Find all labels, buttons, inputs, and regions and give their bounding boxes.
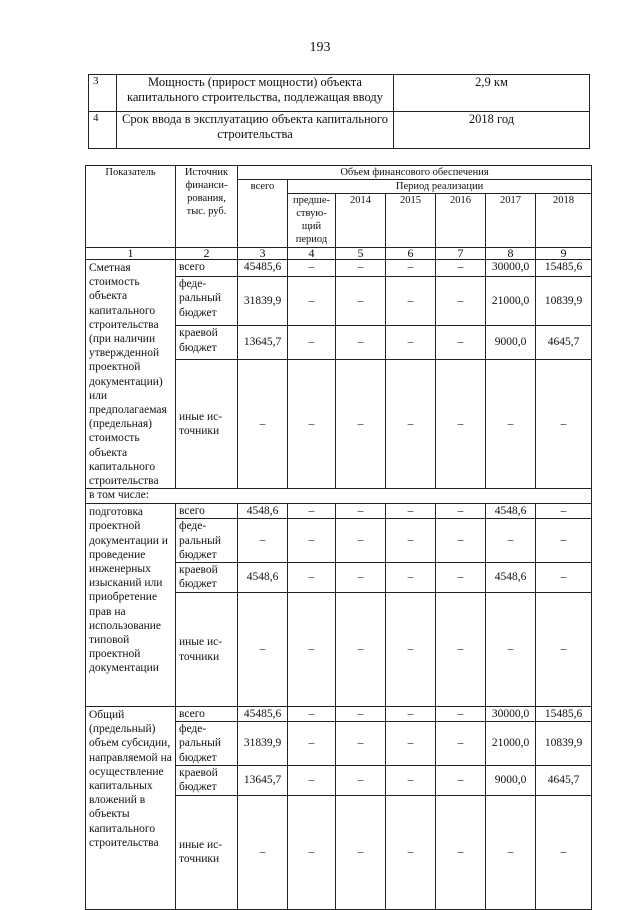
value-cell: –: [536, 563, 592, 593]
value-cell: 31839,9: [238, 277, 288, 326]
column-number: 5: [336, 248, 386, 260]
value-cell: –: [436, 765, 486, 795]
value-cell: –: [386, 260, 436, 277]
value-cell: –: [336, 765, 386, 795]
table-row: [86, 504, 592, 519]
column-number: 4: [288, 248, 336, 260]
value-cell: –: [536, 519, 592, 563]
header-period: Период реализации: [288, 180, 592, 194]
value-cell: –: [436, 707, 486, 722]
value-cell: –: [386, 360, 436, 489]
indicator-cell: подготовка проектной документации и проведение инженерных изысканий или приобретение прав на использование типовой проектной документации: [86, 504, 176, 707]
value-cell: –: [288, 722, 336, 766]
value-cell: 15485,6: [536, 707, 592, 722]
table-row: [86, 260, 592, 277]
page-number: 193: [309, 40, 331, 55]
value-cell: –: [386, 519, 436, 563]
indicator-cell: Сметная стоимость объекта капитального строительства (при наличии утвержденной проектной документации) или предполагаемая (предельная) стоимость объекта капитального строительства: [86, 260, 176, 489]
value-cell: –: [336, 707, 386, 722]
value-cell: 9000,0: [486, 765, 536, 795]
value-cell: –: [336, 795, 386, 909]
value-cell: –: [288, 765, 336, 795]
source-cell: краевой бюджет: [176, 563, 238, 593]
value-cell: –: [536, 504, 592, 519]
source-cell: иные ис-точники: [176, 593, 238, 707]
column-number-row: [86, 248, 592, 260]
value-cell: –: [486, 519, 536, 563]
value-cell: –: [436, 326, 486, 360]
value-cell: 13645,7: [238, 326, 288, 360]
value-cell: 30000,0: [486, 260, 536, 277]
source-cell: всего: [176, 260, 238, 277]
source-cell: краевой бюджет: [176, 765, 238, 795]
value-cell: –: [288, 504, 336, 519]
value-cell: –: [536, 795, 592, 909]
source-cell: всего: [176, 504, 238, 519]
value-cell: –: [336, 260, 386, 277]
column-number: 6: [386, 248, 436, 260]
header-indicator: Показатель: [86, 166, 176, 248]
value-cell: 31839,9: [238, 722, 288, 766]
row-description: Срок ввода в эксплуатацию объекта капитального строительства: [117, 112, 394, 149]
row-value: 2,9 км: [394, 75, 590, 112]
value-cell: –: [238, 593, 288, 707]
source-cell: феде-ральный бюджет: [176, 519, 238, 563]
value-cell: –: [386, 277, 436, 326]
column-number: 1: [86, 248, 176, 260]
value-cell: –: [336, 360, 386, 489]
header-total: всего: [238, 180, 288, 248]
value-cell: –: [486, 593, 536, 707]
header-year: 2018: [536, 194, 592, 248]
value-cell: –: [486, 360, 536, 489]
subheading-row: [86, 489, 592, 504]
value-cell: –: [288, 326, 336, 360]
value-cell: –: [436, 504, 486, 519]
value-cell: –: [386, 326, 436, 360]
value-cell: –: [336, 519, 386, 563]
table-row: [86, 707, 592, 722]
value-cell: –: [386, 504, 436, 519]
value-cell: 4548,6: [238, 563, 288, 593]
source-cell: иные ис-точники: [176, 360, 238, 489]
value-cell: 21000,0: [486, 722, 536, 766]
value-cell: 4548,6: [238, 504, 288, 519]
value-cell: –: [238, 519, 288, 563]
header-row: [86, 166, 592, 180]
value-cell: –: [288, 277, 336, 326]
value-cell: –: [436, 563, 486, 593]
value-cell: 45485,6: [238, 260, 288, 277]
row-description: Мощность (прирост мощности) объекта капитального строительства, подлежащая вводу: [117, 75, 394, 112]
value-cell: 4548,6: [486, 563, 536, 593]
value-cell: –: [336, 722, 386, 766]
value-cell: –: [386, 795, 436, 909]
row-number: 3: [89, 75, 117, 112]
value-cell: –: [536, 360, 592, 489]
value-cell: –: [386, 563, 436, 593]
value-cell: –: [436, 260, 486, 277]
value-cell: 4645,7: [536, 326, 592, 360]
value-cell: –: [288, 519, 336, 563]
value-cell: –: [436, 519, 486, 563]
value-cell: 9000,0: [486, 326, 536, 360]
table-row: [89, 75, 590, 112]
value-cell: 45485,6: [238, 707, 288, 722]
value-cell: –: [288, 795, 336, 909]
value-cell: 13645,7: [238, 765, 288, 795]
value-cell: –: [288, 260, 336, 277]
column-number: 8: [486, 248, 536, 260]
header-previous: предше-ствую-щий период: [288, 194, 336, 248]
column-number: 2: [176, 248, 238, 260]
value-cell: –: [436, 795, 486, 909]
source-cell: иные ис-точники: [176, 795, 238, 909]
value-cell: 15485,6: [536, 260, 592, 277]
value-cell: –: [436, 722, 486, 766]
header-source: Источник финанси-рования, тыс. руб.: [176, 166, 238, 248]
indicator-cell: Общий (предельный) объем субсидии, направляемой на осуществление капитальных вложений в объекты капитального строительства: [86, 707, 176, 910]
value-cell: –: [288, 360, 336, 489]
value-cell: –: [386, 765, 436, 795]
source-cell: краевой бюджет: [176, 326, 238, 360]
column-number: 7: [436, 248, 486, 260]
financing-table: [85, 165, 592, 910]
column-number: 9: [536, 248, 592, 260]
value-cell: –: [386, 722, 436, 766]
value-cell: 10839,9: [536, 277, 592, 326]
value-cell: –: [288, 593, 336, 707]
value-cell: –: [536, 593, 592, 707]
value-cell: –: [238, 360, 288, 489]
value-cell: –: [336, 563, 386, 593]
header-year: 2017: [486, 194, 536, 248]
value-cell: 4548,6: [486, 504, 536, 519]
value-cell: –: [386, 593, 436, 707]
header-funding: Объем финансового обеспечения: [238, 166, 592, 180]
value-cell: –: [336, 326, 386, 360]
value-cell: –: [238, 795, 288, 909]
value-cell: –: [336, 277, 386, 326]
value-cell: 21000,0: [486, 277, 536, 326]
value-cell: –: [436, 593, 486, 707]
value-cell: –: [386, 707, 436, 722]
value-cell: –: [436, 277, 486, 326]
value-cell: 10839,9: [536, 722, 592, 766]
header-year: 2015: [386, 194, 436, 248]
subheading-label: в том числе:: [86, 489, 592, 504]
row-number: 4: [89, 112, 117, 149]
object-parameters-table: [88, 74, 590, 149]
row-value: 2018 год: [394, 112, 590, 149]
header-year: 2016: [436, 194, 486, 248]
column-number: 3: [238, 248, 288, 260]
source-cell: всего: [176, 707, 238, 722]
value-cell: 4645,7: [536, 765, 592, 795]
source-cell: феде-ральный бюджет: [176, 277, 238, 326]
value-cell: –: [288, 563, 336, 593]
value-cell: –: [486, 795, 536, 909]
table-row: [89, 112, 590, 149]
source-cell: феде-ральный бюджет: [176, 722, 238, 766]
value-cell: –: [436, 360, 486, 489]
value-cell: 30000,0: [486, 707, 536, 722]
value-cell: –: [336, 504, 386, 519]
value-cell: –: [336, 593, 386, 707]
header-year: 2014: [336, 194, 386, 248]
value-cell: –: [288, 707, 336, 722]
